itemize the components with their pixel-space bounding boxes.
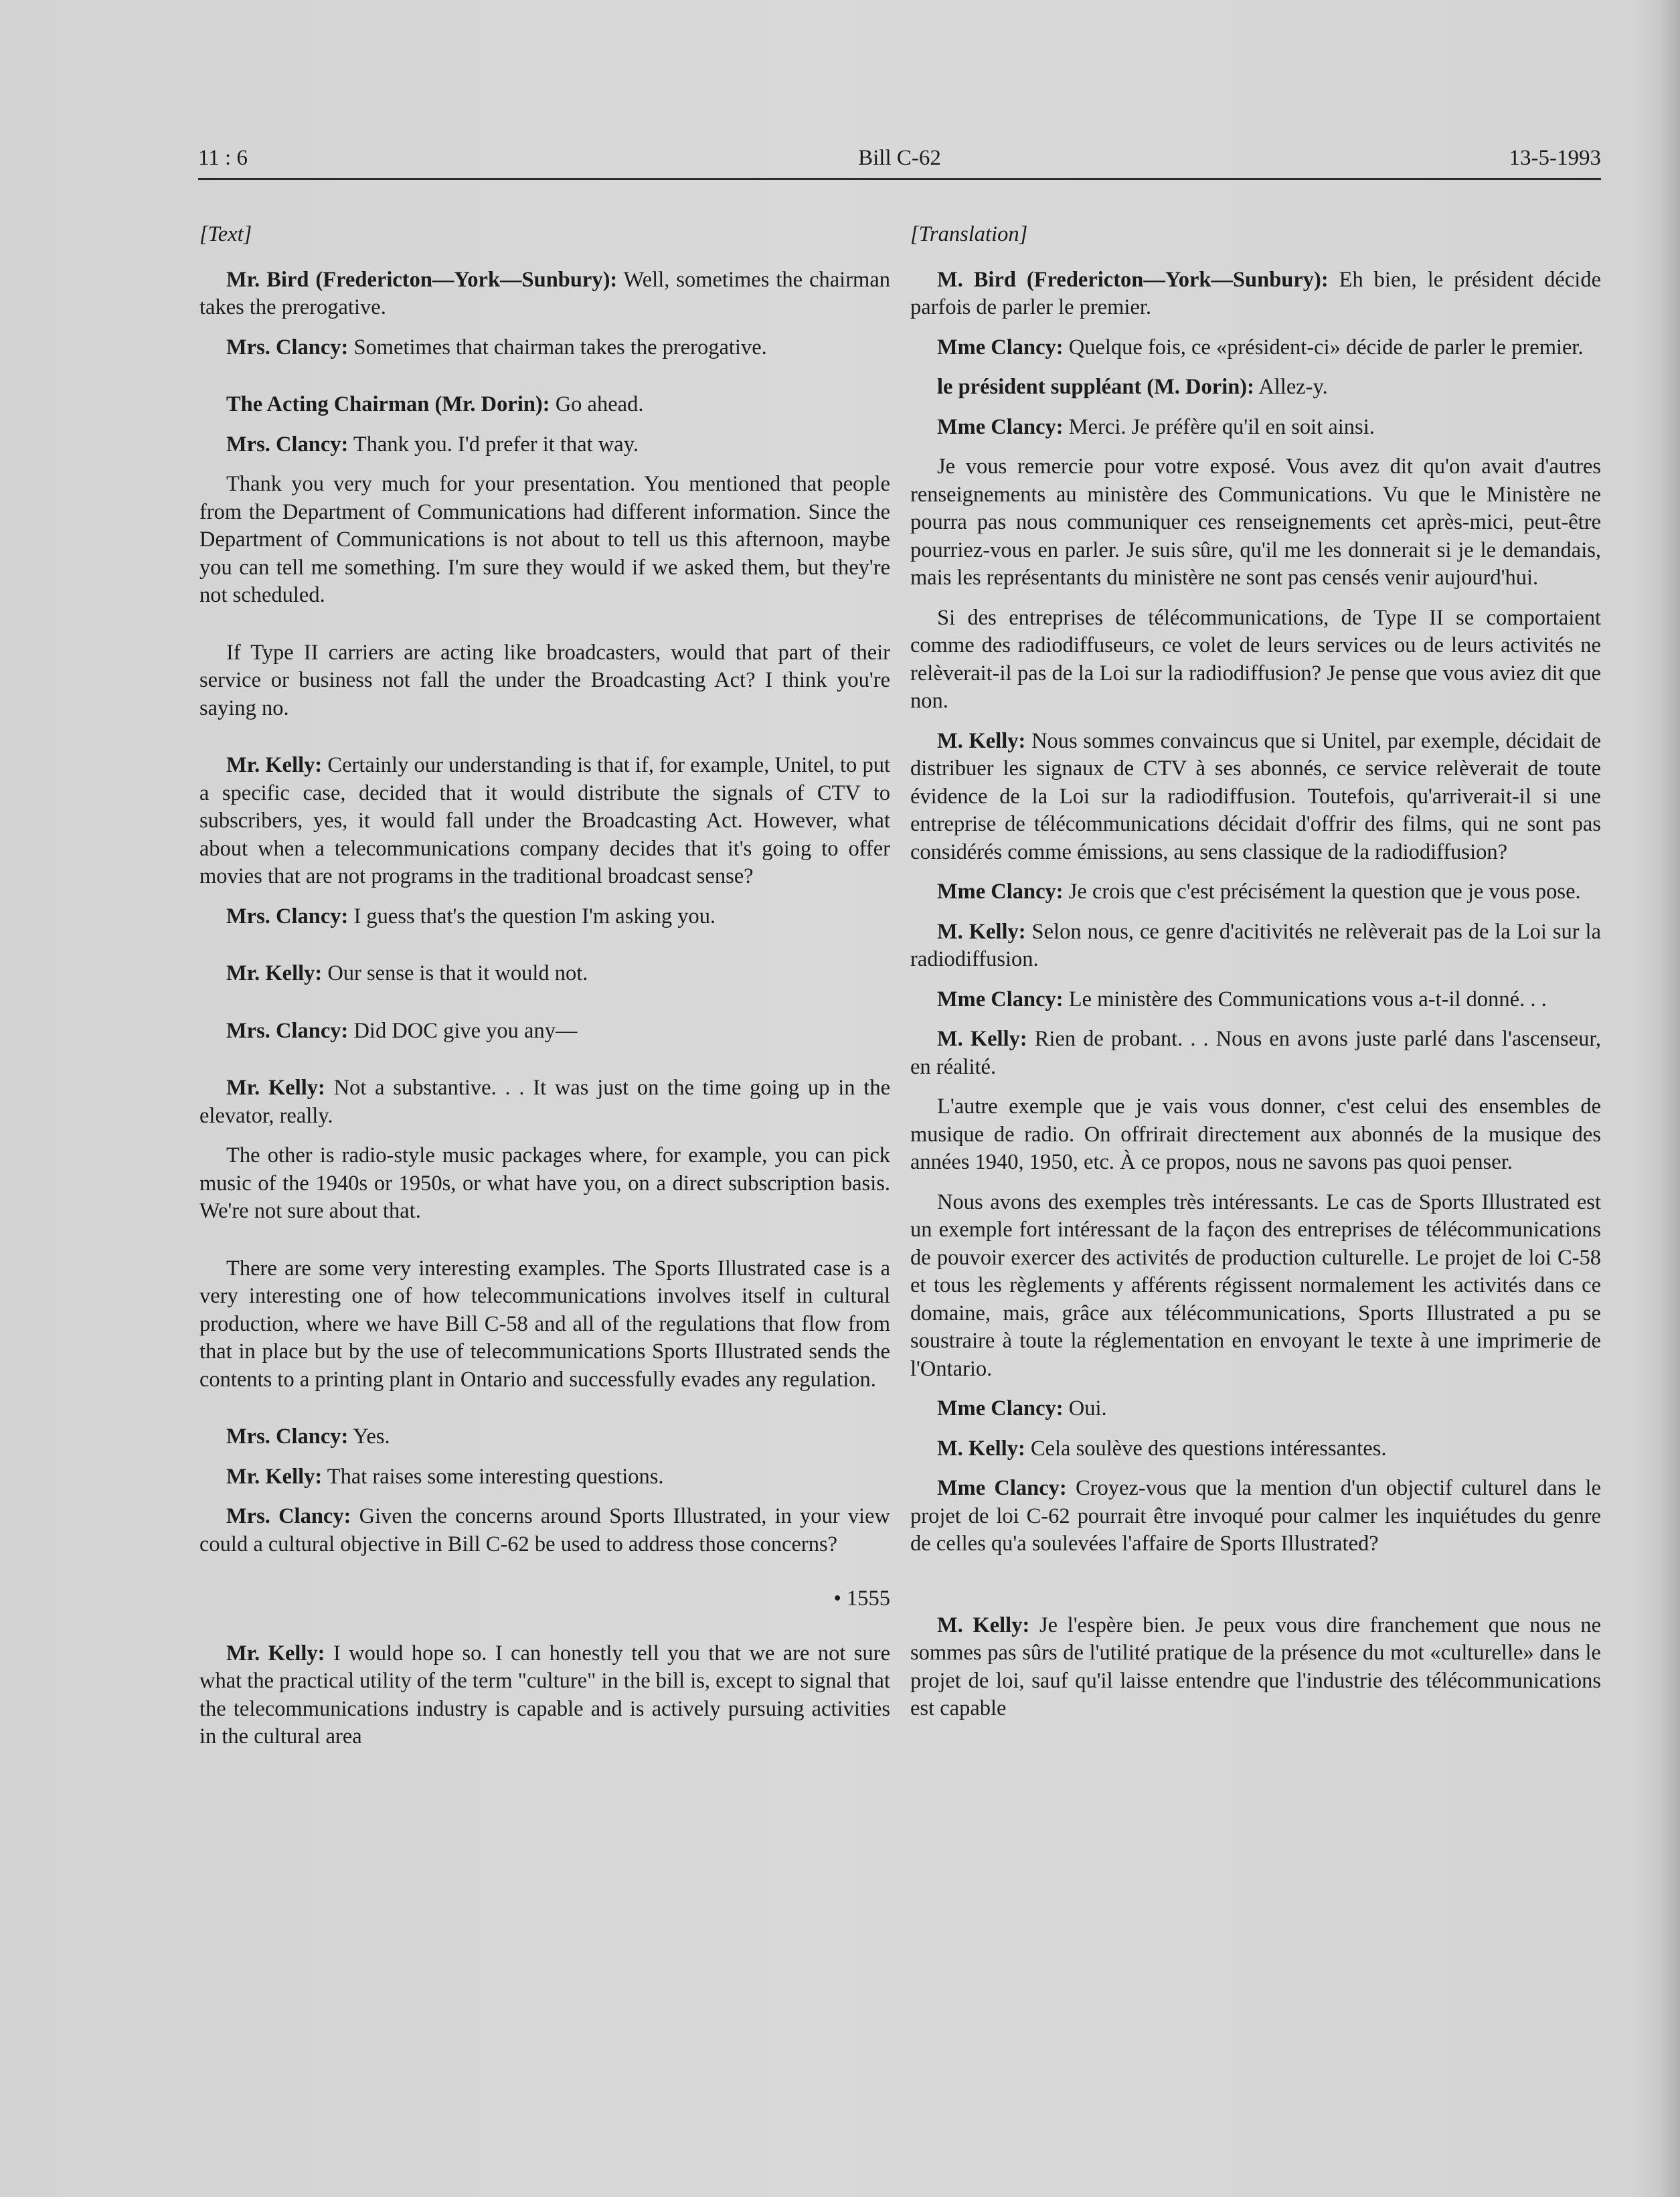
paragraph <box>910 1026 1601 1081</box>
paragraph <box>199 1074 890 1130</box>
speaker-name: Mr. Kelly: <box>226 1076 325 1100</box>
paragraph-text: Sometimes that chairman takes the prerogative. <box>348 335 767 359</box>
paragraph-text: Le ministère des Communications vous a-t-il donné. . . <box>1063 987 1547 1011</box>
speaker-name: Mrs. Clancy: <box>226 1504 351 1528</box>
paragraph-text: I guess that's the question I'm asking you. <box>348 904 716 928</box>
speaker-name: The Acting Chairman (Mr. Dorin): <box>226 392 550 416</box>
speaker-name: M. Kelly: <box>937 919 1026 944</box>
paragraph-text: Quelque fois, ce «président-ci» décide de parler le premier. <box>1063 335 1584 359</box>
french-column <box>910 221 1601 1735</box>
paragraph-text: Eh bien, le président décide parfois de parler le premier. <box>910 267 1601 319</box>
paragraph <box>199 1255 890 1394</box>
paragraph <box>910 334 1601 362</box>
paragraph <box>199 903 890 931</box>
paragraph <box>910 1093 1601 1177</box>
paragraph <box>910 1475 1601 1558</box>
running-header <box>198 146 1601 179</box>
paragraph-text: There are some very interesting examples. The Sports Illustrated case is a very interesting one of how telecommunications involves itself in cultural production, where we have Bill C-58 and all of the regulations that flow from that in place but by the use of telecommunications Sports Illustrated sends the contents to a printing plant in Ontario and successfully evades any regulation. <box>199 1256 890 1392</box>
speaker-name: Mme Clancy: <box>937 335 1064 359</box>
paragraph <box>910 453 1601 592</box>
paragraph <box>910 1189 1601 1384</box>
speaker-name: Mme Clancy: <box>937 414 1064 439</box>
paragraph <box>910 414 1601 442</box>
paragraph-text: Je vous remercie pour votre exposé. Vous avez dit qu'on avait d'autres renseignements au ministère des Communications. Vu que le Ministère ne pourra pas nous communiquer ces renseignements cet après-mici, peut-être pourriez-vous en parler. Je suis sûre, qu'il me les donnerait si je le demandais, mais les représentants du ministère ne sont pas censés venir aujourd'hui. <box>910 455 1601 590</box>
speaker-name: M. Kelly: <box>937 1436 1025 1461</box>
paragraph-text: Go ahead. <box>550 392 644 416</box>
paragraph-text: Thank you. I'd prefer it that way. <box>348 432 639 457</box>
paragraph-text: Given the concerns around Sports Illustrated, in your view could a cultural objective in Bill C-62 be used to address those concerns? <box>199 1504 890 1556</box>
speaker-name: Mme Clancy: <box>937 1396 1064 1420</box>
paragraph <box>910 604 1601 716</box>
paragraph <box>199 1640 890 1751</box>
speaker-name: Mrs. Clancy: <box>226 432 349 457</box>
speaker-name: Mrs. Clancy: <box>226 904 349 928</box>
paragraph-text: Cela soulève des questions intéressantes. <box>1025 1436 1387 1461</box>
paragraph <box>199 1018 890 1046</box>
speaker-name: Mme Clancy: <box>937 880 1064 904</box>
paragraph-text: Nous sommes convaincus que si Unitel, par exemple, décidait de distribuer les signaux de CTV à ses abonnés, ce service relèverait de toute évidence de la Loi sur la radiodiffusion. Toutefois, qu'arriverait-il si une entreprise de télécommunications décidait d'offrir des films, qui ne sont pas considérés comme émissions, au sens classique de la radiodiffusion? <box>910 728 1602 864</box>
speaker-name: Mr. Kelly: <box>226 753 323 777</box>
speaker-name: Mr. Kelly: <box>226 961 323 985</box>
paragraph-text: I would hope so. I can honestly tell you that we are not sure what the practical utility of the term "culture" in the bill is, except to signal that the telecommunications industry is capable and is actively pursuing activities in the cultural area <box>199 1641 891 1748</box>
speaker-name: Mr. Bird (Fredericton—York—Sunbury): <box>226 267 618 292</box>
paragraph <box>199 960 890 988</box>
sitting-date: 13-5-1993 <box>1509 146 1601 170</box>
paragraph <box>910 728 1601 867</box>
speaker-name: Mme Clancy: <box>937 1476 1067 1500</box>
paragraph <box>199 752 890 891</box>
paragraph <box>910 266 1601 322</box>
paragraph <box>199 1142 890 1226</box>
paragraph <box>199 1423 890 1451</box>
paragraph <box>199 1503 890 1558</box>
paragraph-text: Our sense is that it would not. <box>322 961 588 985</box>
paragraph-text: Selon nous, ce genre d'acitivités ne relèverait pas de la Loi sur la radiodiffusion. <box>910 919 1602 971</box>
paragraph-text: Allez-y. <box>1254 375 1328 399</box>
paragraph <box>910 374 1601 402</box>
paragraph-text: Merci. Je préfère qu'il en soit ainsi. <box>1063 414 1375 439</box>
paragraph-text: Croyez-vous que la mention d'un objectif culturel dans le projet de loi C-62 pourrait être invoqué pour calmer les inquiétudes du genre de celles qu'a soulevées l'affaire de Sports Illustrated? <box>910 1476 1601 1556</box>
time-marker: • 1555 <box>833 1586 890 1611</box>
paragraph-text: L'autre exemple que je vais vous donner, c'est celui des ensembles de musique de radio. On offrirait directement aux abonnés de la musique des années 1940, 1950, etc. À ce propos, nous ne savons pas quoi penser. <box>910 1094 1601 1174</box>
paragraph-text: Oui. <box>1063 1396 1107 1420</box>
speaker-name: Mr. Kelly: <box>226 1464 323 1489</box>
english-column <box>199 221 890 1763</box>
speaker-name: Mr. Kelly: <box>226 1641 325 1665</box>
paragraph <box>910 878 1601 906</box>
paragraph-text: If Type II carriers are acting like broadcasters, would that part of their service or business not fall the under the Broadcasting Act? I think you're saying no. <box>199 640 890 720</box>
header-rule <box>198 178 1601 180</box>
paragraph <box>910 918 1601 974</box>
paragraph-text: Nous avons des exemples très intéressants. Le cas de Sports Illustrated est un exemple fort intéressant de la façon des entreprises de télécommunications de pouvoir exercer des activités de production culturelle. Le projet de loi C-58 et tous les règlements y afférents régissent normalement les activités dans ce domaine, mais, grâce aux télécommunications, Sports Illustrated a pu se soustraire à toute la réglementation en envoyant le texte à une imprimerie de l'Ontario. <box>910 1190 1601 1381</box>
paragraph-text: Thank you very much for your presentation. You mentioned that people from the Department of Communications had different information. Since the Department of Communications is not about to tell us this afternoon, maybe you can tell me something. I'm sure they would if we asked them, but they're not scheduled. <box>199 472 890 607</box>
bill-title: Bill C-62 <box>858 146 941 170</box>
speaker-name: M. Kelly: <box>937 728 1026 753</box>
paragraph-text: Not a substantive. . . It was just on the time going up in the elevator, really. <box>199 1076 891 1128</box>
section-label-text: [Text] <box>199 222 252 246</box>
paragraph <box>199 266 890 322</box>
paragraph <box>199 391 890 419</box>
section-label-translation: [Translation] <box>910 222 1028 246</box>
speaker-name: le président suppléant (M. Dorin): <box>937 375 1254 399</box>
paragraph-text: Yes. <box>348 1425 390 1449</box>
paragraph <box>199 639 890 723</box>
paragraph-text: Well, sometimes the chairman takes the prerogative. <box>199 267 890 319</box>
paragraph-text: Did DOC give you any— <box>348 1018 578 1043</box>
paragraph-text: Rien de probant. . . Nous en avons juste parlé dans l'ascenseur, en réalité. <box>910 1027 1601 1079</box>
paragraph <box>199 431 890 459</box>
paragraph-text: That raises some interesting questions. <box>322 1464 664 1489</box>
speaker-name: Mrs. Clancy: <box>226 335 349 359</box>
paragraph <box>199 334 890 362</box>
page-edge-shadow <box>1633 0 1680 2197</box>
paragraph <box>910 1435 1601 1463</box>
paragraph <box>910 1395 1601 1423</box>
speaker-name: M. Kelly: <box>937 1027 1027 1051</box>
paragraph <box>910 1612 1601 1723</box>
paragraph <box>910 986 1601 1014</box>
paragraph-text: The other is radio-style music packages where, for example, you can pick music of the 1940s or 1950s, or what have you, on a direct subscription basis. We're not sure about that. <box>199 1143 890 1223</box>
speaker-name: M. Bird (Fredericton—York—Sunbury): <box>937 267 1329 292</box>
speaker-name: Mme Clancy: <box>937 987 1064 1011</box>
speaker-name: M. Kelly: <box>937 1613 1030 1637</box>
speaker-name: Mrs. Clancy: <box>226 1425 349 1449</box>
paragraph-text: Certainly our understanding is that if, for example, Unitel, to put a specific case, decided that it would distribute the signals of CTV to subscribers, yes, it would fall under the Broadcasting Act. However, what about when a telecommunications company decides that it's going to offer movies that are not programs in the traditional broadcast sense? <box>199 753 890 888</box>
page-number: 11 : 6 <box>198 146 248 170</box>
paragraph <box>199 471 890 610</box>
paragraph-text: Je crois que c'est précisément la question que je vous pose. <box>1063 880 1581 904</box>
paragraph <box>199 1463 890 1491</box>
speaker-name: Mrs. Clancy: <box>226 1018 349 1043</box>
paragraph-text: Si des entreprises de télécommunications, de Type II se comportaient comme des radiodiffuseurs, ce volet de leurs services ou de leurs activités ne relèverait-il pas de la Loi sur la radiodiffusion? Je pense que vous aviez dit que non. <box>910 605 1601 713</box>
paragraph-text: Je l'espère bien. Je peux vous dire franchement que nous ne sommes pas sûrs de l'utilité pratique de la présence du mot «culturelle» dans le projet de loi, sauf qu'il laisse entendre que l'industrie des télécommunications est capable <box>910 1613 1602 1720</box>
